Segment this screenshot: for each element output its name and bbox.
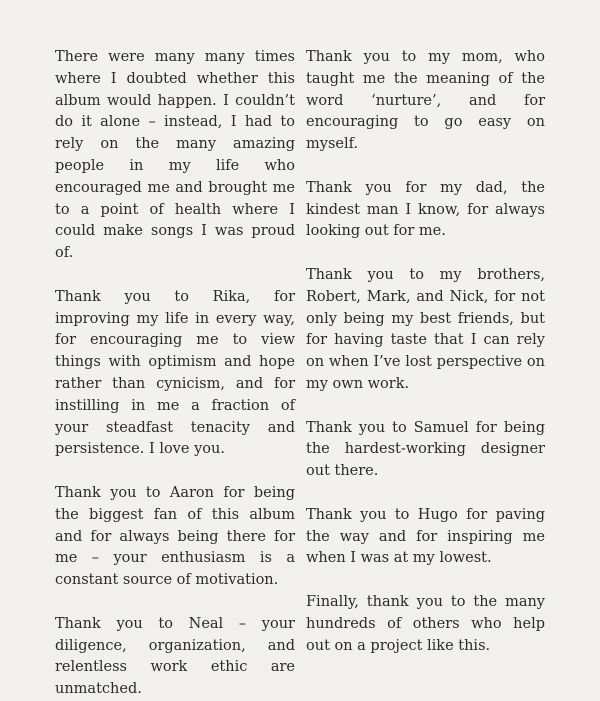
paragraph-hugo: Thank you to Hugo for paving the way and for inspiring me when I was at my lowest. — [306, 506, 545, 567]
paragraph-gap — [306, 243, 545, 265]
paragraph-gap — [306, 483, 545, 505]
paragraph-gap — [306, 396, 545, 418]
paragraph-aaron: Thank you to Aaron for being the biggest fan of this album and for always being there for me – your enthusiasm is a constant source of motivation. — [55, 484, 295, 589]
paragraph-rika: Thank you to Rika, for improving my life in every way, for encouraging me to view things with optimism and hope rather than cynicism, and for instilling in me a fraction of your steadfast tenacity and persistence. I love you. — [55, 288, 295, 458]
paragraph-gap — [55, 592, 295, 614]
paragraph-intro: There were many many times where I doubted whether this album would happen. I couldn’t do it alone – instead, I had to rely on the many amazing people in my life who encouraged me and brought me to a point of health where I could make songs I was proud of. — [55, 49, 295, 262]
paragraph-finally: Finally, thank you to the many hundreds of others who help out on a project like this. — [306, 593, 545, 654]
paragraph-brothers: Thank you to my brothers, Robert, Mark, and Nick, for not only being my best friends, but for having taste that I can rely on when I’ve lost perspective on my own work. — [306, 266, 545, 392]
paragraph-dad: Thank you for my dad, the kindest man I know, for always looking out for me. — [306, 179, 545, 240]
paragraph-gap — [55, 265, 295, 287]
paragraph-mom: Thank you to my mom, who taught me the meaning of the word ‘nurture’, and for encouraging to go easy on myself. — [306, 49, 545, 153]
paragraph-gap — [306, 570, 545, 592]
paragraph-gap — [55, 461, 295, 483]
paragraph-neal: Thank you to Neal – your diligence, organization, and relentless work ethic are unmatched. — [55, 615, 295, 698]
right-column — [306, 47, 545, 657]
paragraph-samuel: Thank you to Samuel for being the hardest-working designer out there. — [306, 419, 545, 480]
left-column — [55, 47, 295, 701]
paragraph-gap — [306, 156, 545, 178]
